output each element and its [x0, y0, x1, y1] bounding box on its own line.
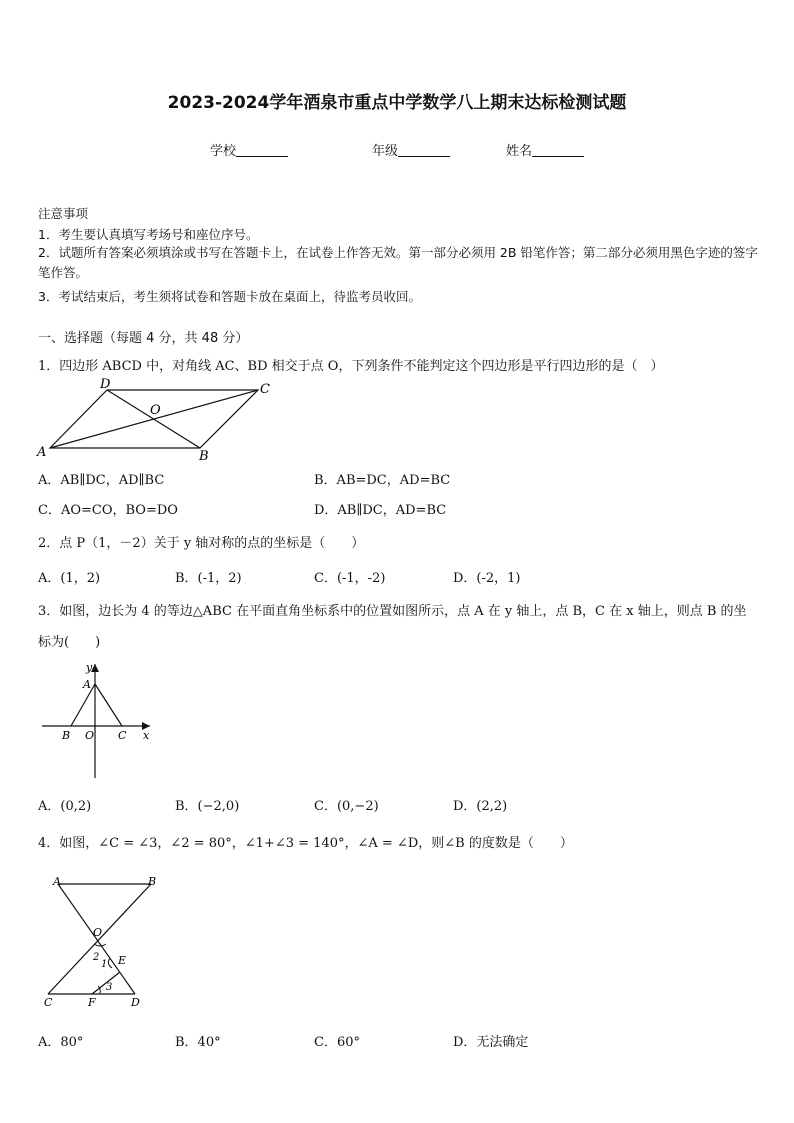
- question-4-stem: 4．如图，∠C = ∠3，∠2 = 80°，∠1+∠3 = 140°，∠A = ∠D，则∠B 的度数是（ ）: [38, 836, 573, 851]
- equilateral-triangle-figure: [38, 660, 158, 782]
- note-2: 2．试题所有答案必须填涂或书写在答题卡上，在试卷上作答无效。第一部分必须用 2B 铅笔作答；第二部分必须用黑色字迹的签字笔作答。: [38, 245, 758, 280]
- q1-option-c[interactable]: C．AO=CO，BO=DO: [38, 503, 178, 518]
- label-o: O: [85, 729, 95, 742]
- q2-option-c[interactable]: C．(-1，-2): [314, 571, 386, 586]
- q1-option-d[interactable]: D．AB∥DC，AD=BC: [314, 503, 447, 518]
- q3-option-d[interactable]: D．(2,2): [453, 799, 508, 814]
- label-f: F: [88, 996, 96, 1009]
- label-o: O: [93, 926, 103, 939]
- grade-label: 年级: [372, 144, 399, 159]
- q3-option-c[interactable]: C．(0,−2): [314, 799, 379, 814]
- q2-option-b[interactable]: B．(-1，2): [175, 571, 242, 586]
- label-c: C: [44, 996, 53, 1009]
- label-c: C: [118, 729, 127, 742]
- q1-option-b[interactable]: B．AB=DC，AD=BC: [314, 473, 451, 488]
- label-d: D: [100, 377, 111, 392]
- label-a: A: [53, 875, 61, 888]
- label-angle-1: 1: [101, 959, 108, 970]
- label-x: x: [143, 729, 150, 742]
- name-blank: [532, 143, 584, 157]
- question-3-stem: 3．如图，边长为 4 的等边△ABC 在平面直角坐标系中的位置如图所示，点 A 在 y 轴上，点 B，C 在 x 轴上，则点 B 的坐标为( ): [38, 604, 747, 650]
- label-b: B: [148, 875, 157, 888]
- school-blank: [236, 143, 288, 157]
- grade-field: [372, 140, 450, 159]
- q3-option-a[interactable]: A．(0,2): [38, 799, 92, 814]
- q2-option-d[interactable]: D．(-2，1): [453, 571, 521, 586]
- label-e: E: [118, 954, 127, 967]
- label-angle-2: 2: [93, 952, 100, 963]
- q4-option-d[interactable]: D．无法确定: [453, 1035, 529, 1050]
- section-heading: 一、选择题（每题 4 分，共 48 分）: [38, 331, 249, 346]
- q4-option-c[interactable]: C．60°: [314, 1035, 360, 1050]
- name-label: 姓名: [506, 144, 533, 159]
- label-o: O: [150, 403, 161, 418]
- note-3: 3．考试结束后，考生须将试卷和答题卡放在桌面上，待监考员收回。: [38, 289, 421, 304]
- parallelogram-figure: [30, 376, 280, 464]
- name-field: [506, 140, 584, 159]
- notes-heading: 注意事项: [38, 206, 89, 221]
- label-d: D: [131, 996, 140, 1009]
- q4-option-a[interactable]: A．80°: [38, 1035, 84, 1050]
- grade-blank: [398, 143, 450, 157]
- q1-option-a[interactable]: A．AB∥DC，AD∥BC: [38, 473, 165, 488]
- school-label: 学校: [210, 144, 237, 159]
- q3-option-b[interactable]: B．(−2,0): [175, 799, 240, 814]
- page-title: 2023-2024学年酒泉市重点中学数学八上期末达标检测试题: [167, 93, 627, 113]
- label-y: y: [86, 661, 93, 674]
- label-angle-3: 3: [106, 982, 113, 993]
- question-1-stem: 1．四边形 ABCD 中，对角线 AC、BD 相交于点 O，下列条件不能判定这个四边形是平行四边形的是（ ）: [38, 359, 664, 374]
- q2-option-a[interactable]: A．(1，2): [38, 571, 101, 586]
- q4-option-b[interactable]: B．40°: [175, 1035, 221, 1050]
- label-c: C: [260, 382, 270, 397]
- school-field: [210, 140, 288, 159]
- question-2-stem: 2．点 P（1，－2）关于 y 轴对称的点的坐标是（ ）: [38, 536, 365, 551]
- label-a: A: [83, 678, 91, 691]
- label-a: A: [37, 445, 47, 460]
- note-1: 1．考生要认真填写考场号和座位序号。: [38, 227, 259, 242]
- angles-figure: [38, 872, 168, 1012]
- label-b: B: [199, 449, 209, 464]
- label-b: B: [62, 729, 71, 742]
